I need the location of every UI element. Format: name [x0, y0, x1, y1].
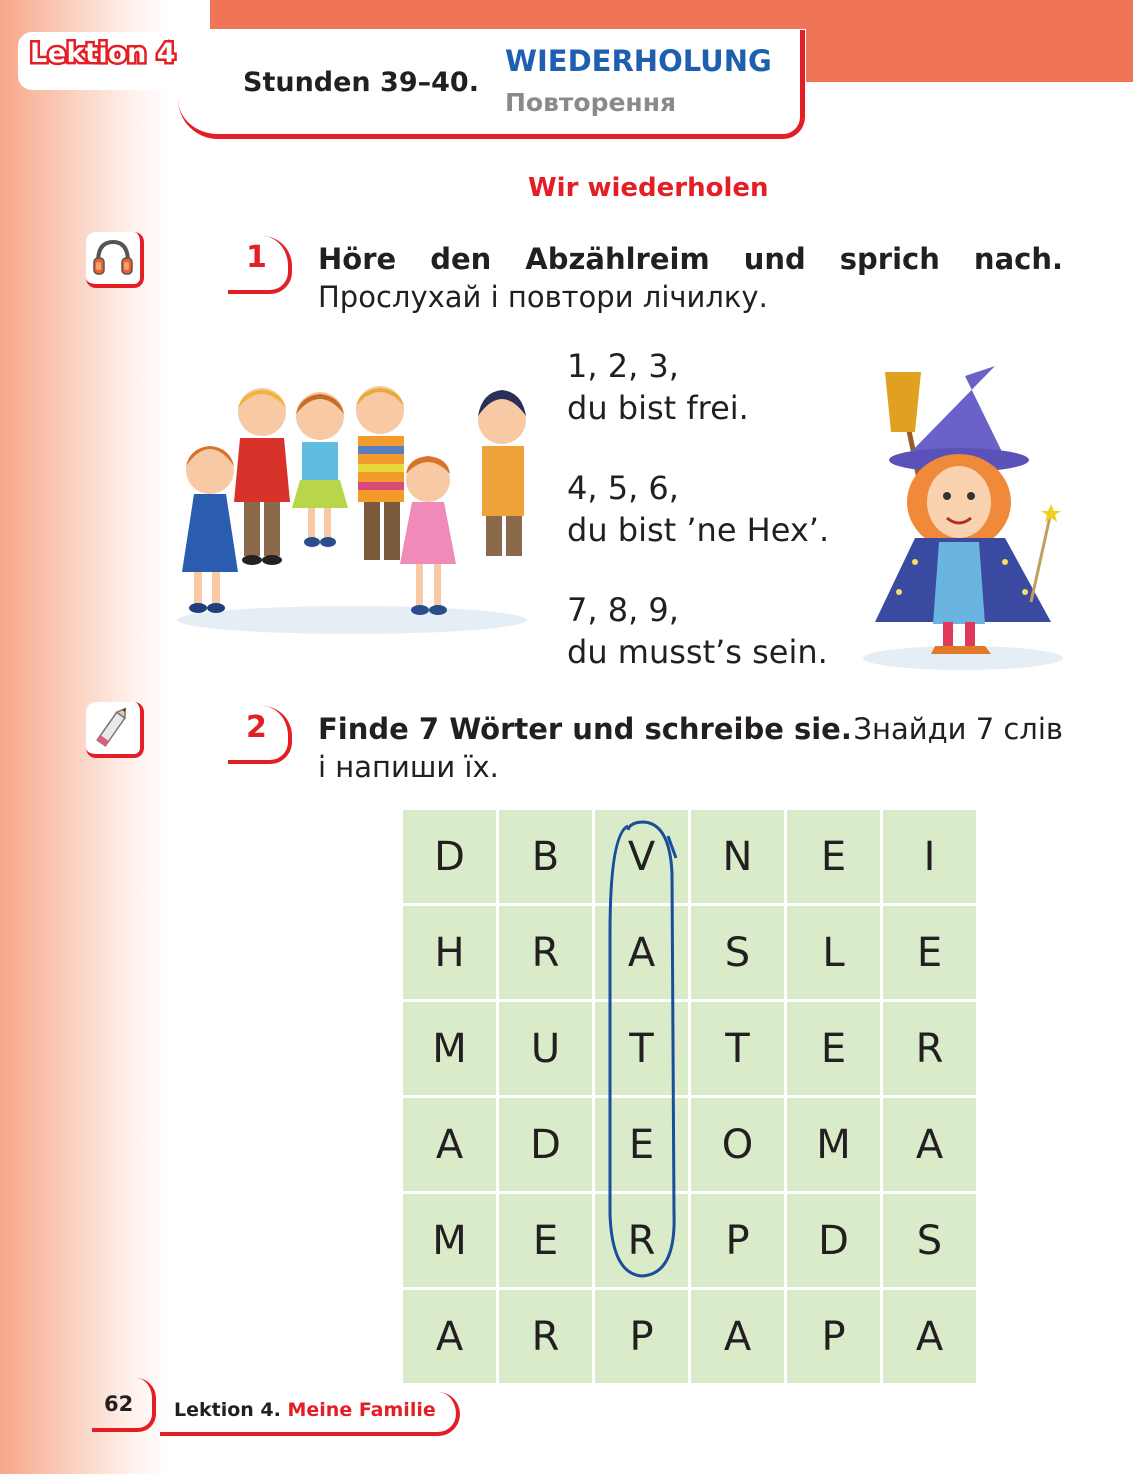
grid-cell: D: [403, 810, 496, 903]
grid-cell: D: [499, 1098, 592, 1191]
grid-cell: V: [595, 810, 688, 903]
headphones-icon-box: [86, 232, 144, 288]
pencil-icon-box: [86, 702, 144, 758]
page-title-de: WIEDERHOLUNG: [505, 44, 772, 78]
grid-cell: U: [499, 1002, 592, 1095]
grid-cell: P: [595, 1290, 688, 1383]
grid-cell: T: [691, 1002, 784, 1095]
grid-cell: E: [787, 810, 880, 903]
grid-cell: N: [691, 810, 784, 903]
grid-cell: S: [691, 906, 784, 999]
exercise-1-number: 1: [246, 240, 267, 275]
rhyme-stanza-3-line-1: 7, 8, 9,: [567, 591, 679, 629]
grid-cell: B: [499, 810, 592, 903]
section-title: Wir wiederholen: [528, 173, 769, 203]
page-title-uk: Повторення: [505, 88, 677, 117]
rhyme-stanza-3: [567, 589, 828, 673]
headphones-icon: [86, 232, 140, 284]
rhyme-stanza-1: [567, 345, 749, 429]
rhyme-stanza-2-line-2: du bist ’ne Hex’.: [567, 511, 830, 549]
rhyme-stanza-1-line-1: 1, 2, 3,: [567, 347, 679, 385]
footer-lektion: Lektion 4.: [174, 1399, 281, 1421]
circled-word-annotation: [600, 814, 690, 1284]
grid-cell: R: [499, 1290, 592, 1383]
grid-cell: A: [883, 1098, 976, 1191]
exercise-1-instruction-de: [318, 240, 1063, 278]
grid-cell: L: [787, 906, 880, 999]
rhyme-stanza-2-line-1: 4, 5, 6,: [567, 469, 679, 507]
exercise-1-instruction-de-text: Höre den Abzählreim und sprich nach.: [318, 242, 1063, 276]
pencil-icon: [86, 702, 140, 754]
footer-topic: Meine Familie: [287, 1399, 436, 1421]
grid-cell: E: [595, 1098, 688, 1191]
witch-illustration: [855, 362, 1070, 672]
grid-cell: P: [691, 1194, 784, 1287]
rhyme-stanza-3-line-2: du musst’s sein.: [567, 633, 828, 671]
grid-cell: D: [787, 1194, 880, 1287]
page-number: 62: [104, 1392, 134, 1416]
exercise-2-instruction-uk-2: і напиши їх.: [318, 750, 499, 784]
footer-lesson: [174, 1399, 436, 1421]
grid-cell: E: [499, 1194, 592, 1287]
exercise-2-instruction-de: Finde 7 Wörter und schreibe sie.: [318, 712, 852, 746]
children-illustration: [172, 362, 532, 634]
page-left-gradient: [0, 0, 170, 1474]
grid-cell: S: [883, 1194, 976, 1287]
rhyme-stanza-1-line-2: du bist frei.: [567, 389, 749, 427]
grid-cell: M: [403, 1002, 496, 1095]
grid-cell: R: [883, 1002, 976, 1095]
lektion-badge-label: Lektion 4: [30, 38, 177, 69]
grid-cell: A: [883, 1290, 976, 1383]
lesson-hours: Stunden 39–40.: [243, 67, 479, 98]
exercise-1-instruction: [318, 240, 1063, 316]
grid-cell: H: [403, 906, 496, 999]
grid-cell: E: [883, 906, 976, 999]
grid-cell: M: [787, 1098, 880, 1191]
rhyme-stanza-2: [567, 467, 829, 551]
exercise-2-instruction: [318, 710, 1063, 786]
exercise-1-instruction-uk: Прослухай і повтори лічилку.: [318, 280, 768, 314]
exercise-2-instruction-line-1: [318, 710, 1063, 748]
grid-cell: A: [691, 1290, 784, 1383]
grid-cell: T: [595, 1002, 688, 1095]
grid-cell: A: [403, 1290, 496, 1383]
grid-cell: P: [787, 1290, 880, 1383]
exercise-2-instruction-uk-1: Знайди 7 слів: [853, 712, 1063, 746]
grid-cell: R: [499, 906, 592, 999]
grid-cell: O: [691, 1098, 784, 1191]
grid-cell: I: [883, 810, 976, 903]
grid-cell: E: [787, 1002, 880, 1095]
grid-cell: A: [403, 1098, 496, 1191]
grid-cell: M: [403, 1194, 496, 1287]
exercise-2-number: 2: [246, 710, 267, 745]
grid-cell: A: [595, 906, 688, 999]
grid-cell: R: [595, 1194, 688, 1287]
